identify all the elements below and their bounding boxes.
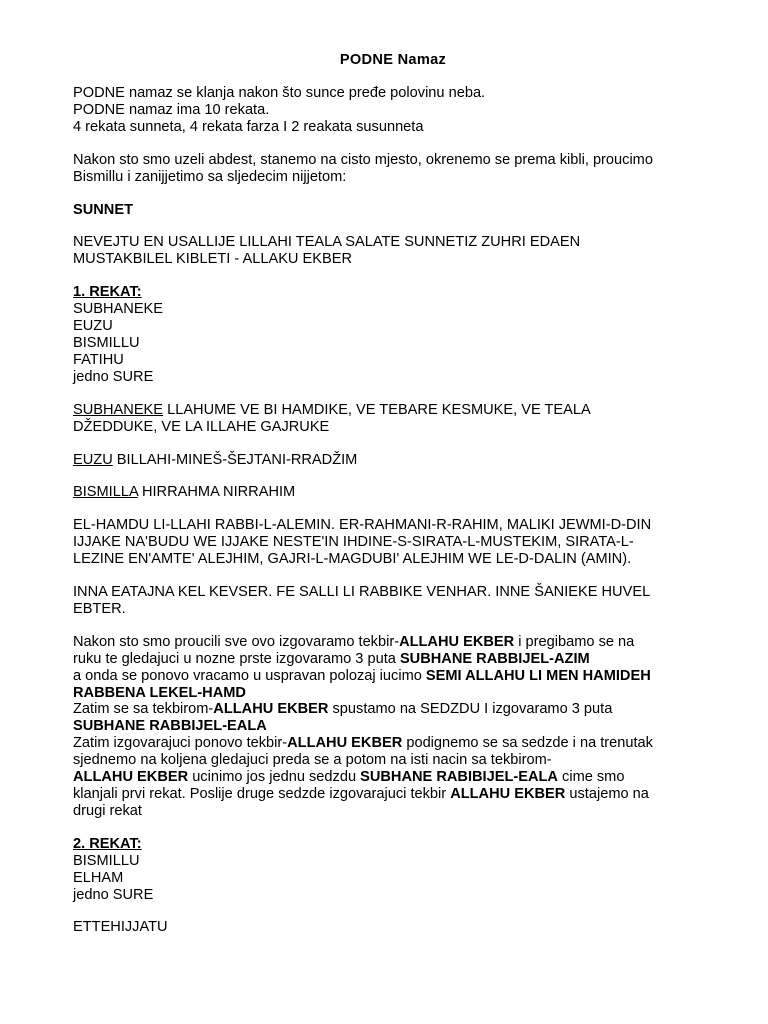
intro-paragraph bbox=[73, 85, 713, 136]
subhaneke-paragraph bbox=[73, 402, 713, 436]
instruction-text: ruku te gledajuci u nozne prste izgovaramo 3 puta bbox=[73, 650, 400, 667]
instruction-emphasis: ALLAHU EKBER bbox=[73, 769, 189, 786]
instruction-text: Zatim izgovarajuci ponovo tekbir- bbox=[73, 735, 288, 752]
bismilla-label: BISMILLA bbox=[73, 484, 138, 501]
instruction-text: klanjali prvi rekat. Poslije druge sedzde izgovarajuci tekbir bbox=[73, 786, 451, 802]
kevser-paragraph bbox=[73, 584, 713, 618]
sunnet-heading: SUNNET bbox=[73, 201, 133, 218]
fatiha-line: IJJAKE NA'BUDU WE IJJAKE NESTE'IN IHDINE-S-SIRATA-L-MUSTEKIM, SIRATA-L- bbox=[73, 534, 634, 551]
rekat2-item: BISMILLU bbox=[73, 852, 140, 869]
rekat2-heading: 2. REKAT: bbox=[73, 835, 142, 852]
rekat1-item: FATIHU bbox=[73, 351, 124, 368]
instruction-emphasis: ALLAHU EKBER bbox=[287, 735, 403, 752]
instruction-text: Zatim se sa tekbirom- bbox=[73, 701, 214, 718]
abdest-paragraph bbox=[73, 152, 713, 186]
rekat1-section bbox=[73, 284, 713, 385]
nijjet-line: MUSTAKBILEL KIBLETI - ALLAKU EKBER bbox=[73, 251, 353, 268]
instruction-text: ustajemo na bbox=[565, 786, 649, 802]
euzu-text: BILLAHI-MINEŠ-ŠEJTANI-RRADŽIM bbox=[112, 451, 358, 468]
instruction-text: a onda se ponovo vracamo u uspravan polozaj iucimo bbox=[73, 667, 426, 684]
subhaneke-line bbox=[73, 402, 713, 419]
subhaneke-line: DŽEDDUKE, VE LA ILLAHE GAJRUKE bbox=[73, 418, 330, 435]
instructions-paragraph bbox=[73, 634, 713, 820]
rekat1-item: jedno SURE bbox=[73, 368, 154, 385]
instruction-emphasis-line: RABBENA LEKEL-HAMD bbox=[73, 684, 246, 701]
rekat1-item: SUBHANEKE bbox=[73, 301, 164, 318]
instruction-text: cime smo bbox=[557, 769, 625, 786]
page-title: PODNE Namaz bbox=[339, 52, 447, 68]
instruction-emphasis: ALLAHU EKBER bbox=[450, 786, 566, 802]
rekat1-heading: 1. REKAT: bbox=[73, 284, 142, 301]
subhaneke-label: SUBHANEKE bbox=[73, 401, 164, 418]
bismilla-paragraph bbox=[73, 484, 713, 501]
instruction-line bbox=[73, 634, 713, 651]
intro-line: 4 rekata sunneta, 4 rekata farza I 2 reakata susunneta bbox=[73, 118, 424, 135]
rekat2-item: jedno SURE bbox=[73, 886, 154, 903]
instruction-line bbox=[73, 701, 713, 718]
instruction-emphasis: SEMI ALLAHU LI MEN HAMIDEH bbox=[425, 667, 651, 684]
bismilla-text: HIRRAHMA NIRRAHIM bbox=[137, 484, 296, 501]
instruction-emphasis: ALLAHU EKBER bbox=[213, 701, 329, 718]
instruction-emphasis: SUBHANE RABIBIJEL-EALA bbox=[360, 769, 558, 786]
kevser-line: INNA EATAJNA KEL KEVSER. FE SALLI LI RABBIKE VENHAR. INNE ŠANIEKE HUVEL bbox=[73, 584, 651, 601]
abdest-line: Bismillu i zanijjetimo sa sljedecim nijjetom: bbox=[73, 168, 347, 185]
fatiha-line: LEZINE EN'AMTE' ALEJHIM, GAJRI-L-MAGDUBI' ALEJHIM WE LE-D-DALIN (AMIN). bbox=[73, 551, 632, 568]
instruction-emphasis-line: SUBHANE RABBIJEL-EALA bbox=[73, 718, 267, 735]
kevser-line: EBTER. bbox=[73, 600, 126, 617]
instruction-text: i pregibamo se na bbox=[514, 633, 635, 650]
document-page bbox=[73, 52, 713, 952]
abdest-line: Nakon sto smo uzeli abdest, stanemo na cisto mjesto, okrenemo se prema kibli, proucimo bbox=[73, 151, 653, 168]
fatiha-line: EL-HAMDU LI-LLAHI RABBI-L-ALEMIN. ER-RAHMANI-R-RAHIM, MALIKI JEWMI-D-DIN bbox=[73, 517, 652, 534]
instruction-line: drugi rekat bbox=[73, 802, 142, 819]
instruction-line bbox=[73, 769, 713, 786]
rekat1-item: EUZU bbox=[73, 318, 113, 335]
rekat2-item: ELHAM bbox=[73, 869, 124, 886]
instruction-line bbox=[73, 651, 713, 668]
euzu-label: EUZU bbox=[73, 451, 113, 468]
instruction-text: spustamo na SEDZDU I izgovaramo 3 puta bbox=[328, 701, 613, 718]
intro-line: PODNE namaz se klanja nakon što sunce pređe polovinu neba. bbox=[73, 85, 486, 101]
rekat2-section bbox=[73, 836, 713, 904]
nijjet-line: NEVEJTU EN USALLIJE LILLAHI TEALA SALATE SUNNETIZ ZUHRI EDAEN bbox=[73, 234, 581, 251]
instruction-line bbox=[73, 735, 713, 752]
ettehijjatu-text: ETTEHIJJATU bbox=[73, 919, 168, 936]
intro-line: PODNE namaz ima 10 rekata. bbox=[73, 101, 270, 118]
instruction-emphasis: SUBHANE RABBIJEL-AZIM bbox=[399, 650, 590, 667]
fatiha-paragraph bbox=[73, 517, 713, 568]
subhaneke-text: LLAHUME VE BI HAMDIKE, VE TEBARE KESMUKE, VE TEALA bbox=[163, 401, 591, 418]
instruction-text: ucinimo jos jednu sedzdu bbox=[188, 769, 361, 786]
euzu-paragraph bbox=[73, 452, 713, 469]
rekat1-item: BISMILLU bbox=[73, 334, 140, 351]
instruction-text: Nakon sto smo proucili sve ovo izgovaramo tekbir- bbox=[73, 633, 400, 650]
instruction-emphasis: ALLAHU EKBER bbox=[399, 633, 515, 650]
instruction-line bbox=[73, 668, 713, 685]
instruction-line bbox=[73, 786, 713, 803]
instruction-text: podignemo se sa sedzde i na trenutak bbox=[402, 735, 653, 752]
nijjet-paragraph bbox=[73, 234, 713, 268]
instruction-line: sjednemo na koljena gledajuci preda se a potom na isti nacin sa tekbirom- bbox=[73, 752, 552, 769]
